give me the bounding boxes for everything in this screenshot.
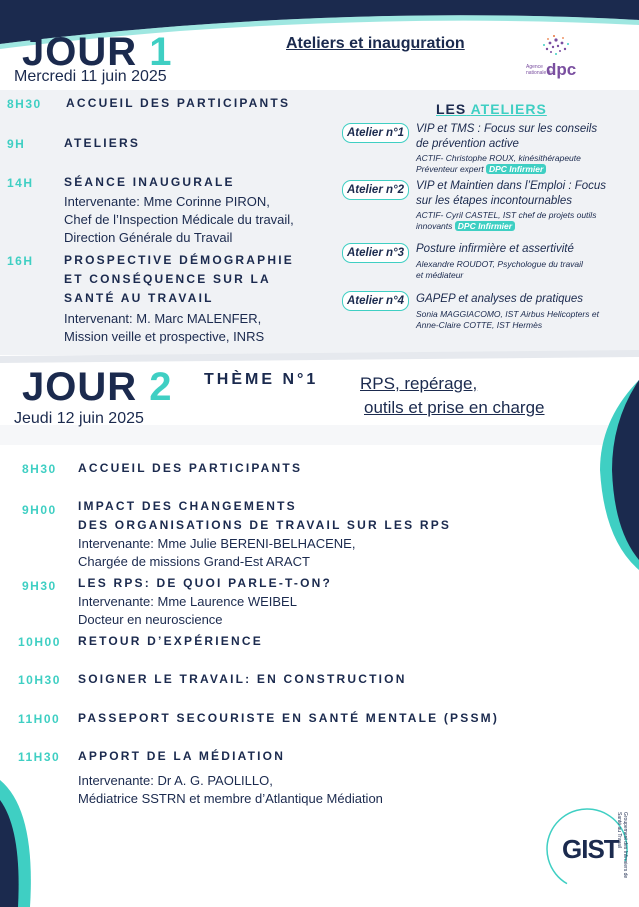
day1-title-4 bbox=[64, 251, 294, 308]
day1-label: JOUR bbox=[22, 30, 138, 74]
title-line: IMPACT DES CHANGEMENTS bbox=[78, 499, 297, 513]
day2-title-2 bbox=[78, 497, 451, 535]
detail-line: Mission veille et prospective, INRS bbox=[64, 329, 265, 344]
detail-line: Intervenante: Mme Corinne PIRON, bbox=[64, 194, 270, 209]
day1-theme: Ateliers et inauguration bbox=[286, 35, 465, 52]
gist-logo-mark-text: GIST bbox=[562, 834, 619, 864]
atelier-4-badge: Atelier n°4 bbox=[342, 291, 409, 311]
day2-title-5: SOIGNER LE TRAVAIL: EN CONSTRUCTION bbox=[78, 672, 407, 686]
atelier-1-title bbox=[416, 122, 597, 152]
day1-title-1: ACCUEIL DES PARTICIPANTS bbox=[66, 96, 291, 110]
gist-logo bbox=[544, 806, 630, 892]
sub-line: Préventeur expert bbox=[416, 164, 484, 174]
day2-theme-label: THÈME N°1 bbox=[204, 371, 319, 388]
day2-time-4: 10H00 bbox=[18, 635, 61, 649]
detail-line: Direction Générale du Travail bbox=[64, 230, 233, 245]
detail-line: Intervenante: Dr A. G. PAOLILLO, bbox=[78, 773, 273, 788]
atelier-1-sub bbox=[416, 153, 581, 175]
title-line: de prévention active bbox=[416, 138, 519, 150]
day2-title-3: LES RPS: DE QUOI PARLE-T-ON? bbox=[78, 576, 333, 590]
dpc-logo bbox=[524, 32, 584, 84]
day2-time-6: 11H00 bbox=[18, 712, 61, 726]
day2-heading bbox=[22, 367, 173, 407]
day1-details-3 bbox=[64, 193, 294, 247]
sub-line: et médiateur bbox=[416, 270, 464, 280]
detail-line: Chef de l’Inspection Médicale du travail, bbox=[64, 212, 294, 227]
day1-title-3: SÉANCE INAUGURALE bbox=[64, 175, 235, 189]
day2-details-2 bbox=[78, 535, 355, 571]
title-line: Posture infirmière et assertivité bbox=[416, 243, 574, 255]
ateliers-heading-a: LES bbox=[436, 101, 467, 117]
atelier-3-sub bbox=[416, 259, 583, 281]
day1-details-4 bbox=[64, 310, 264, 346]
detail-line: Intervenant: M. Marc MALENFER, bbox=[64, 311, 262, 326]
day2-date: Jeudi 12 juin 2025 bbox=[14, 410, 144, 427]
day2-title-4: RETOUR D’EXPÉRIENCE bbox=[78, 634, 263, 648]
ateliers-heading-b: ATELIERS bbox=[470, 101, 547, 117]
sub-line: ACTIF- Cyril CASTEL, IST chef de projets outils bbox=[416, 210, 597, 220]
ateliers-heading bbox=[436, 101, 547, 117]
day1-time-2: 9H bbox=[7, 137, 26, 151]
dpc-logo-word: dpc bbox=[546, 60, 577, 79]
day2-time-5: 10H30 bbox=[18, 673, 61, 687]
detail-line: Chargée de missions Grand-Est ARACT bbox=[78, 554, 310, 569]
theme-line: RPS, repérage, bbox=[360, 374, 478, 393]
day2-details-7 bbox=[78, 772, 383, 808]
gist-ring-text: Groupement des Infirmiers de Santé au Travail bbox=[616, 812, 628, 879]
atelier-4-sub bbox=[416, 309, 599, 331]
sub-line: Anne-Claire COTTE, IST Hermès bbox=[416, 320, 543, 330]
day2-label: JOUR bbox=[22, 365, 138, 409]
day1-time-1: 8H30 bbox=[7, 97, 42, 111]
title-line: VIP et TMS : Focus sur les conseils bbox=[416, 123, 598, 135]
atelier-2-badge: Atelier n°2 bbox=[342, 180, 409, 200]
day1-time-4: 16H bbox=[7, 254, 34, 268]
title-line: ET CONSÉQUENCE SUR LA bbox=[64, 272, 271, 286]
day1-number: 1 bbox=[149, 30, 173, 74]
day2-time-1: 8H30 bbox=[22, 462, 57, 476]
title-line: SANTÉ AU TRAVAIL bbox=[64, 291, 214, 305]
atelier-4-title bbox=[416, 292, 583, 307]
atelier-2-title bbox=[416, 179, 606, 209]
sub-line: innovants bbox=[416, 221, 453, 231]
day2-theme bbox=[360, 372, 545, 420]
title-line: sur les étapes incontournables bbox=[416, 195, 572, 207]
theme-line: outils et prise en charge bbox=[364, 398, 545, 417]
atelier-2-sub bbox=[416, 210, 596, 232]
atelier-3-badge: Atelier n°3 bbox=[342, 243, 409, 263]
sub-line: Sonia MAGGIACOMO, IST Airbus Helicopters et bbox=[416, 309, 599, 319]
day1-time-3: 14H bbox=[7, 176, 34, 190]
title-line: VIP et Maintien dans l’Emploi : Focus bbox=[416, 180, 607, 192]
dpc-tag: DPC Infirmier bbox=[455, 221, 515, 231]
atelier-1-badge: Atelier n°1 bbox=[342, 123, 409, 143]
day2-time-2: 9H00 bbox=[22, 503, 57, 517]
day1-title-2: ATELIERS bbox=[64, 136, 141, 150]
day2-title-6: PASSEPORT SECOURISTE EN SANTÉ MENTALE (PSSM) bbox=[78, 711, 500, 725]
sub-line: ACTIF- Christophe ROUX, kinésithérapeute bbox=[416, 153, 581, 163]
day1-date: Mercredi 11 juin 2025 bbox=[14, 68, 167, 85]
detail-line: Intervenante: Mme Julie BERENI-BELHACENE, bbox=[78, 536, 356, 551]
title-line: GAPEP et analyses de pratiques bbox=[416, 293, 584, 305]
day2-time-3: 9H30 bbox=[22, 579, 57, 593]
day2-time-7: 11H30 bbox=[18, 750, 61, 764]
dpc-logo-line1: Agence bbox=[526, 64, 543, 70]
detail-line: Médiatrice SSTRN et membre d’Atlantique Médiation bbox=[78, 791, 383, 806]
day2-title-1: ACCUEIL DES PARTICIPANTS bbox=[78, 461, 303, 475]
day2-details-3 bbox=[78, 593, 297, 629]
detail-line: Intervenante: Mme Laurence WEIBEL bbox=[78, 594, 297, 609]
day1-heading bbox=[22, 32, 173, 72]
day2-title-7: APPORT DE LA MÉDIATION bbox=[78, 749, 286, 763]
sub-line: Alexandre ROUDOT, Psychologue du travail bbox=[416, 259, 583, 269]
title-line: PROSPECTIVE DÉMOGRAPHIE bbox=[64, 253, 294, 267]
title-line: DES ORGANISATIONS DE TRAVAIL SUR LES RPS bbox=[78, 518, 452, 532]
dpc-logo-line2: nationale du bbox=[526, 70, 554, 76]
dpc-tag: DPC Infirmier bbox=[486, 164, 546, 174]
day2-number: 2 bbox=[149, 365, 173, 409]
atelier-3-title bbox=[416, 242, 574, 257]
detail-line: Docteur en neuroscience bbox=[78, 612, 223, 627]
